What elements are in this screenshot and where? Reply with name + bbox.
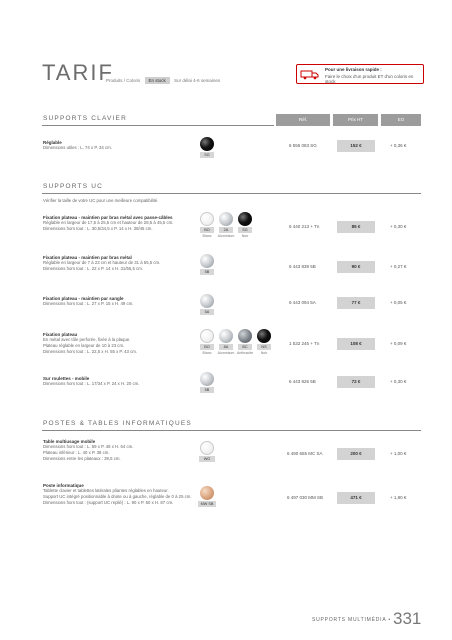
color-label: Aluminium: [217, 234, 235, 238]
section-title-uc: SUPPORTS UC: [43, 183, 104, 190]
product-ref: 6 497 030 MM SB: [287, 495, 324, 500]
product-desc: Dimensions hors tout : (support UC replié) : L. 90 x P. 50 x H. 87 cm.: [43, 500, 174, 505]
color-code: BC: [238, 344, 252, 350]
product-price: 108 €: [337, 338, 375, 350]
color-code: 8A: [219, 344, 233, 350]
color-swatch-black: [257, 329, 271, 343]
product-name: Fixation plateau - maintien par bras métal: [43, 255, 132, 260]
page-number: 331: [393, 609, 422, 628]
product-row: [43, 376, 139, 387]
product-price: 85 €: [337, 221, 375, 233]
color-swatch-white: [200, 212, 214, 226]
product-price: 200 €: [337, 448, 375, 460]
color-swatch-aluminium: [219, 329, 233, 343]
color-code: SG: [238, 227, 252, 233]
product-ref: 6 490 655 MC SA: [287, 451, 323, 456]
color-code: BO: [200, 227, 214, 233]
color-code: MW SB: [198, 501, 216, 507]
product-eco: + 1,80 €: [390, 495, 407, 500]
color-swatch-black: [238, 212, 252, 226]
product-row: [43, 140, 112, 151]
color-label: Noir: [260, 351, 268, 355]
product-eco: + 0,30 €: [390, 224, 407, 229]
product-row: [43, 483, 192, 506]
color-swatch-black: [200, 137, 214, 151]
section-note: Vérifier la taille de votre UC pour une meilleure compatibilité.: [43, 198, 159, 203]
product-desc: Support UC intégré positionnable à droite ou à gauche, réglable de 0 à 25 cm.: [43, 494, 192, 499]
product-row: [43, 439, 133, 462]
product-desc: Dimensions utiles : L. 74 x P. 34 cm.: [43, 145, 112, 150]
product-desc: Réglable en largeur de 17,5 à 25,5 cm et hauteur de 28,5 à 45,5 cm.: [43, 220, 174, 225]
color-label: Aluminium: [217, 351, 235, 355]
product-price: 471 €: [337, 492, 375, 504]
section-divider: [42, 125, 274, 126]
delivery-truck-icon: [300, 68, 320, 80]
color-swatch-white: [200, 329, 214, 343]
product-desc: Dimensions hors tout : L. 30,5/34,5 x P. 14 x H. 38/45 cm.: [43, 226, 153, 231]
color-code: 2A: [219, 227, 233, 233]
product-price: 77 €: [337, 297, 375, 309]
product-eco: + 0,05 €: [390, 300, 407, 305]
product-eco: + 0,09 €: [390, 341, 407, 346]
color-code: WG: [199, 456, 215, 462]
legend-products-label: Produits / Coloris: [106, 78, 141, 83]
product-desc: Dimensions hors tout : L. 22,5 x H. 55 x P. 43 cm.: [43, 349, 138, 354]
product-name: Poste informatique: [43, 483, 84, 488]
product-price: 72 €: [337, 376, 375, 388]
section-title-postes: POSTES & TABLES INFORMATIQUES: [43, 420, 192, 427]
product-name: Réglable: [43, 140, 62, 145]
legend: [106, 77, 220, 84]
product-name: Sur roulettes - mobile: [43, 376, 90, 381]
color-code: 5A: [200, 309, 214, 315]
product-price: 90 €: [337, 261, 375, 273]
product-desc: Dimensions hors tout : L. 59 x P. 48 x H. 64 cm.: [43, 444, 134, 449]
color-code: BO: [200, 344, 214, 350]
footer-section-label: [312, 617, 391, 623]
footer-label-text: SUPPORTS MULTIMÉDIA: [312, 617, 387, 623]
color-swatch-aluminium: [219, 212, 233, 226]
page-title: TARIF: [42, 60, 114, 85]
color-label: Blanc: [202, 234, 212, 238]
product-ref: 6 440 213 + Tn: [289, 224, 320, 229]
product-desc: En métal avec tôle perforée, fixée à la plaque.: [43, 337, 131, 342]
product-ref: 6 443 839 5B: [289, 264, 316, 269]
product-eco: + 0,36 €: [390, 143, 407, 148]
section-divider: [42, 430, 421, 431]
section-divider: [42, 193, 421, 194]
product-name: Table multiusage mobile: [43, 439, 96, 444]
color-label: Blanc: [202, 351, 212, 355]
product-desc: Dimensions hors tout : L. 27 x P. 15 x H. 49 cm.: [43, 301, 134, 306]
product-ref: 6 443 094 5A: [289, 300, 316, 305]
product-desc: Dimensions hors tout : L. 22 x P. 14 x H. 31/55,5 cm.: [43, 266, 143, 271]
color-swatch-copper: [200, 486, 214, 500]
fast-delivery-notice: [296, 64, 424, 84]
column-header-price: Prix HT: [333, 114, 378, 126]
product-row: [43, 332, 137, 355]
product-desc: Dimensions entre les plateaux : 39,5 cm.: [43, 456, 121, 461]
color-swatch-aluminium: [200, 254, 214, 268]
color-code: 5B: [200, 269, 214, 275]
color-label: Anthracite: [236, 351, 254, 355]
color-swatch-aluminium: [200, 294, 214, 308]
product-desc: Plateau inférieur : L. 40 x P. 38 cm.: [43, 450, 110, 455]
section-title-clavier: SUPPORTS CLAVIER: [43, 115, 127, 122]
product-eco: + 0,30 €: [390, 379, 407, 384]
product-row: [43, 255, 160, 272]
product-desc: Dimensions hors tout : L. 17/34 x P. 24 x H. 20 cm.: [43, 381, 140, 386]
color-code: NS: [257, 344, 271, 350]
color-swatch-aluminium: [200, 372, 214, 386]
color-label: Noir: [241, 234, 249, 238]
product-ref: 6 555 083 SG: [289, 143, 317, 148]
product-eco: + 0,27 €: [390, 264, 407, 269]
column-header-ref: Réf.: [276, 114, 330, 126]
color-swatch-anthracite: [238, 329, 252, 343]
promo-title: Pour une livraison rapide :: [325, 67, 382, 72]
product-desc: Réglable en largeur de 7 à 23 cm et hauteur de 31 à 55,5 cm.: [43, 260, 161, 265]
product-eco: + 1,00 €: [390, 451, 407, 456]
product-row: [43, 296, 133, 307]
product-ref: 6 443 826 5B: [289, 379, 316, 384]
legend-delay-label: Sur délai 4-6 semaines: [174, 78, 221, 83]
product-desc: Tablette clavier et tablettes latérales pliantes réglables en hauteur.: [43, 488, 169, 493]
product-desc: Plateau réglable en largeur de 10 à 23 cm.: [43, 343, 125, 348]
in-stock-badge: En stock: [145, 77, 170, 84]
product-price: 152 €: [337, 140, 375, 152]
product-ref: 1 532 245 + Tn: [289, 341, 320, 346]
color-code: 5B: [200, 387, 214, 393]
promo-text: Faire le choix d'un produit ET d'un coloris en stock: [325, 74, 414, 84]
column-header-eco: EO: [381, 114, 421, 126]
footer-bullet: •: [388, 617, 391, 623]
color-code: SG: [200, 152, 214, 158]
product-name: Fixation plateau - maintien par bras métal avec passe-câbles: [43, 215, 173, 220]
product-row: [43, 215, 173, 232]
color-swatch-white: [200, 441, 214, 455]
product-name: Fixation plateau: [43, 332, 78, 337]
product-name: Fixation plateau - maintien par sangle: [43, 296, 124, 301]
